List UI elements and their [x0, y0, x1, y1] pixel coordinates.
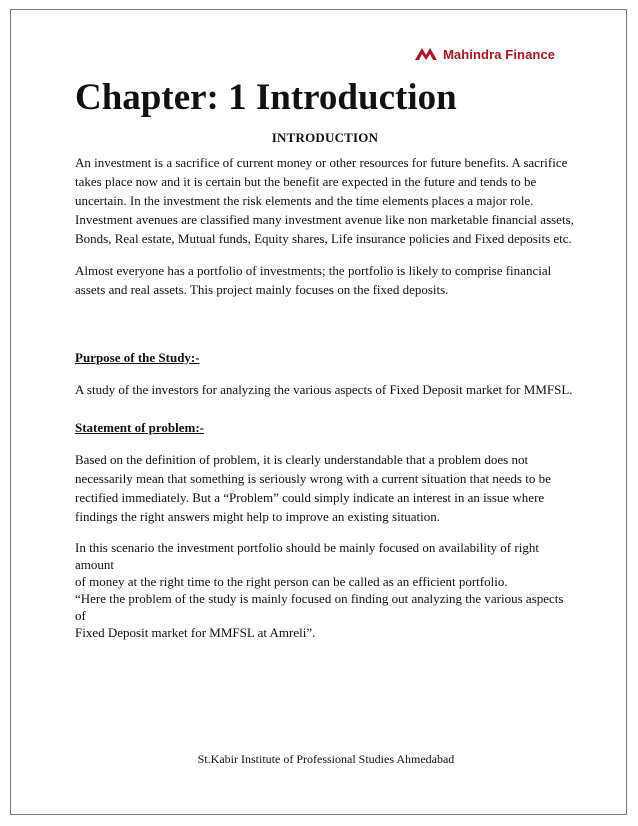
- chapter-title: Chapter: 1 Introduction: [75, 77, 457, 118]
- problem-heading: Statement of problem:-: [75, 420, 205, 435]
- purpose-text: A study of the investors for analyzing the various aspects of Fixed Deposit market for MMFSL.: [75, 382, 573, 397]
- intro-paragraph-1: An investment is a sacrifice of current money or other resources for future benefits. A sacrifice takes place now and it is certain but the benefit are expected in the future and tends to be uncertain. In the investment the risk elements and the time elements places a major role. Investment avenues are classified many investment avenue like non marketable financial assets, Bonds, Real estate, Mutual funds, Equity shares, Life insurance policies and Fixed deposits etc.: [75, 155, 574, 246]
- intro-paragraph-2: Almost everyone has a portfolio of investments; the portfolio is likely to comprise financial assets and real assets. This project mainly focuses on the fixed deposits.: [75, 263, 552, 297]
- problem-paragraph-1: Based on the definition of problem, it is clearly understandable that a problem does not necessarily mean that something is seriously wrong with a current situation that needs to be rectified immediately. But a “Problem” could simply indicate an interest in an issue where findings the right answers might help to improve an existing situation.: [75, 452, 551, 524]
- document-body: [75, 74, 575, 641]
- purpose-heading: Purpose of the Study:-: [75, 350, 200, 365]
- section-heading: INTRODUCTION: [271, 130, 379, 145]
- page-footer: St.Kabir Institute of Professional Studies Ahmedabad: [197, 752, 455, 766]
- header-logo: [413, 44, 555, 64]
- mahindra-logo-icon: [413, 46, 439, 62]
- logo-text: Mahindra Finance: [443, 46, 556, 62]
- problem-paragraph-2: In this scenario the investment portfolio should be mainly focused on availability of right amount of money at the right time to the right person can be called as an efficient portfolio. “Here the problem of the study is mainly focused on finding out analyzing the various aspects of Fixed Deposit market for MMFSL at Amreli”.: [75, 540, 564, 640]
